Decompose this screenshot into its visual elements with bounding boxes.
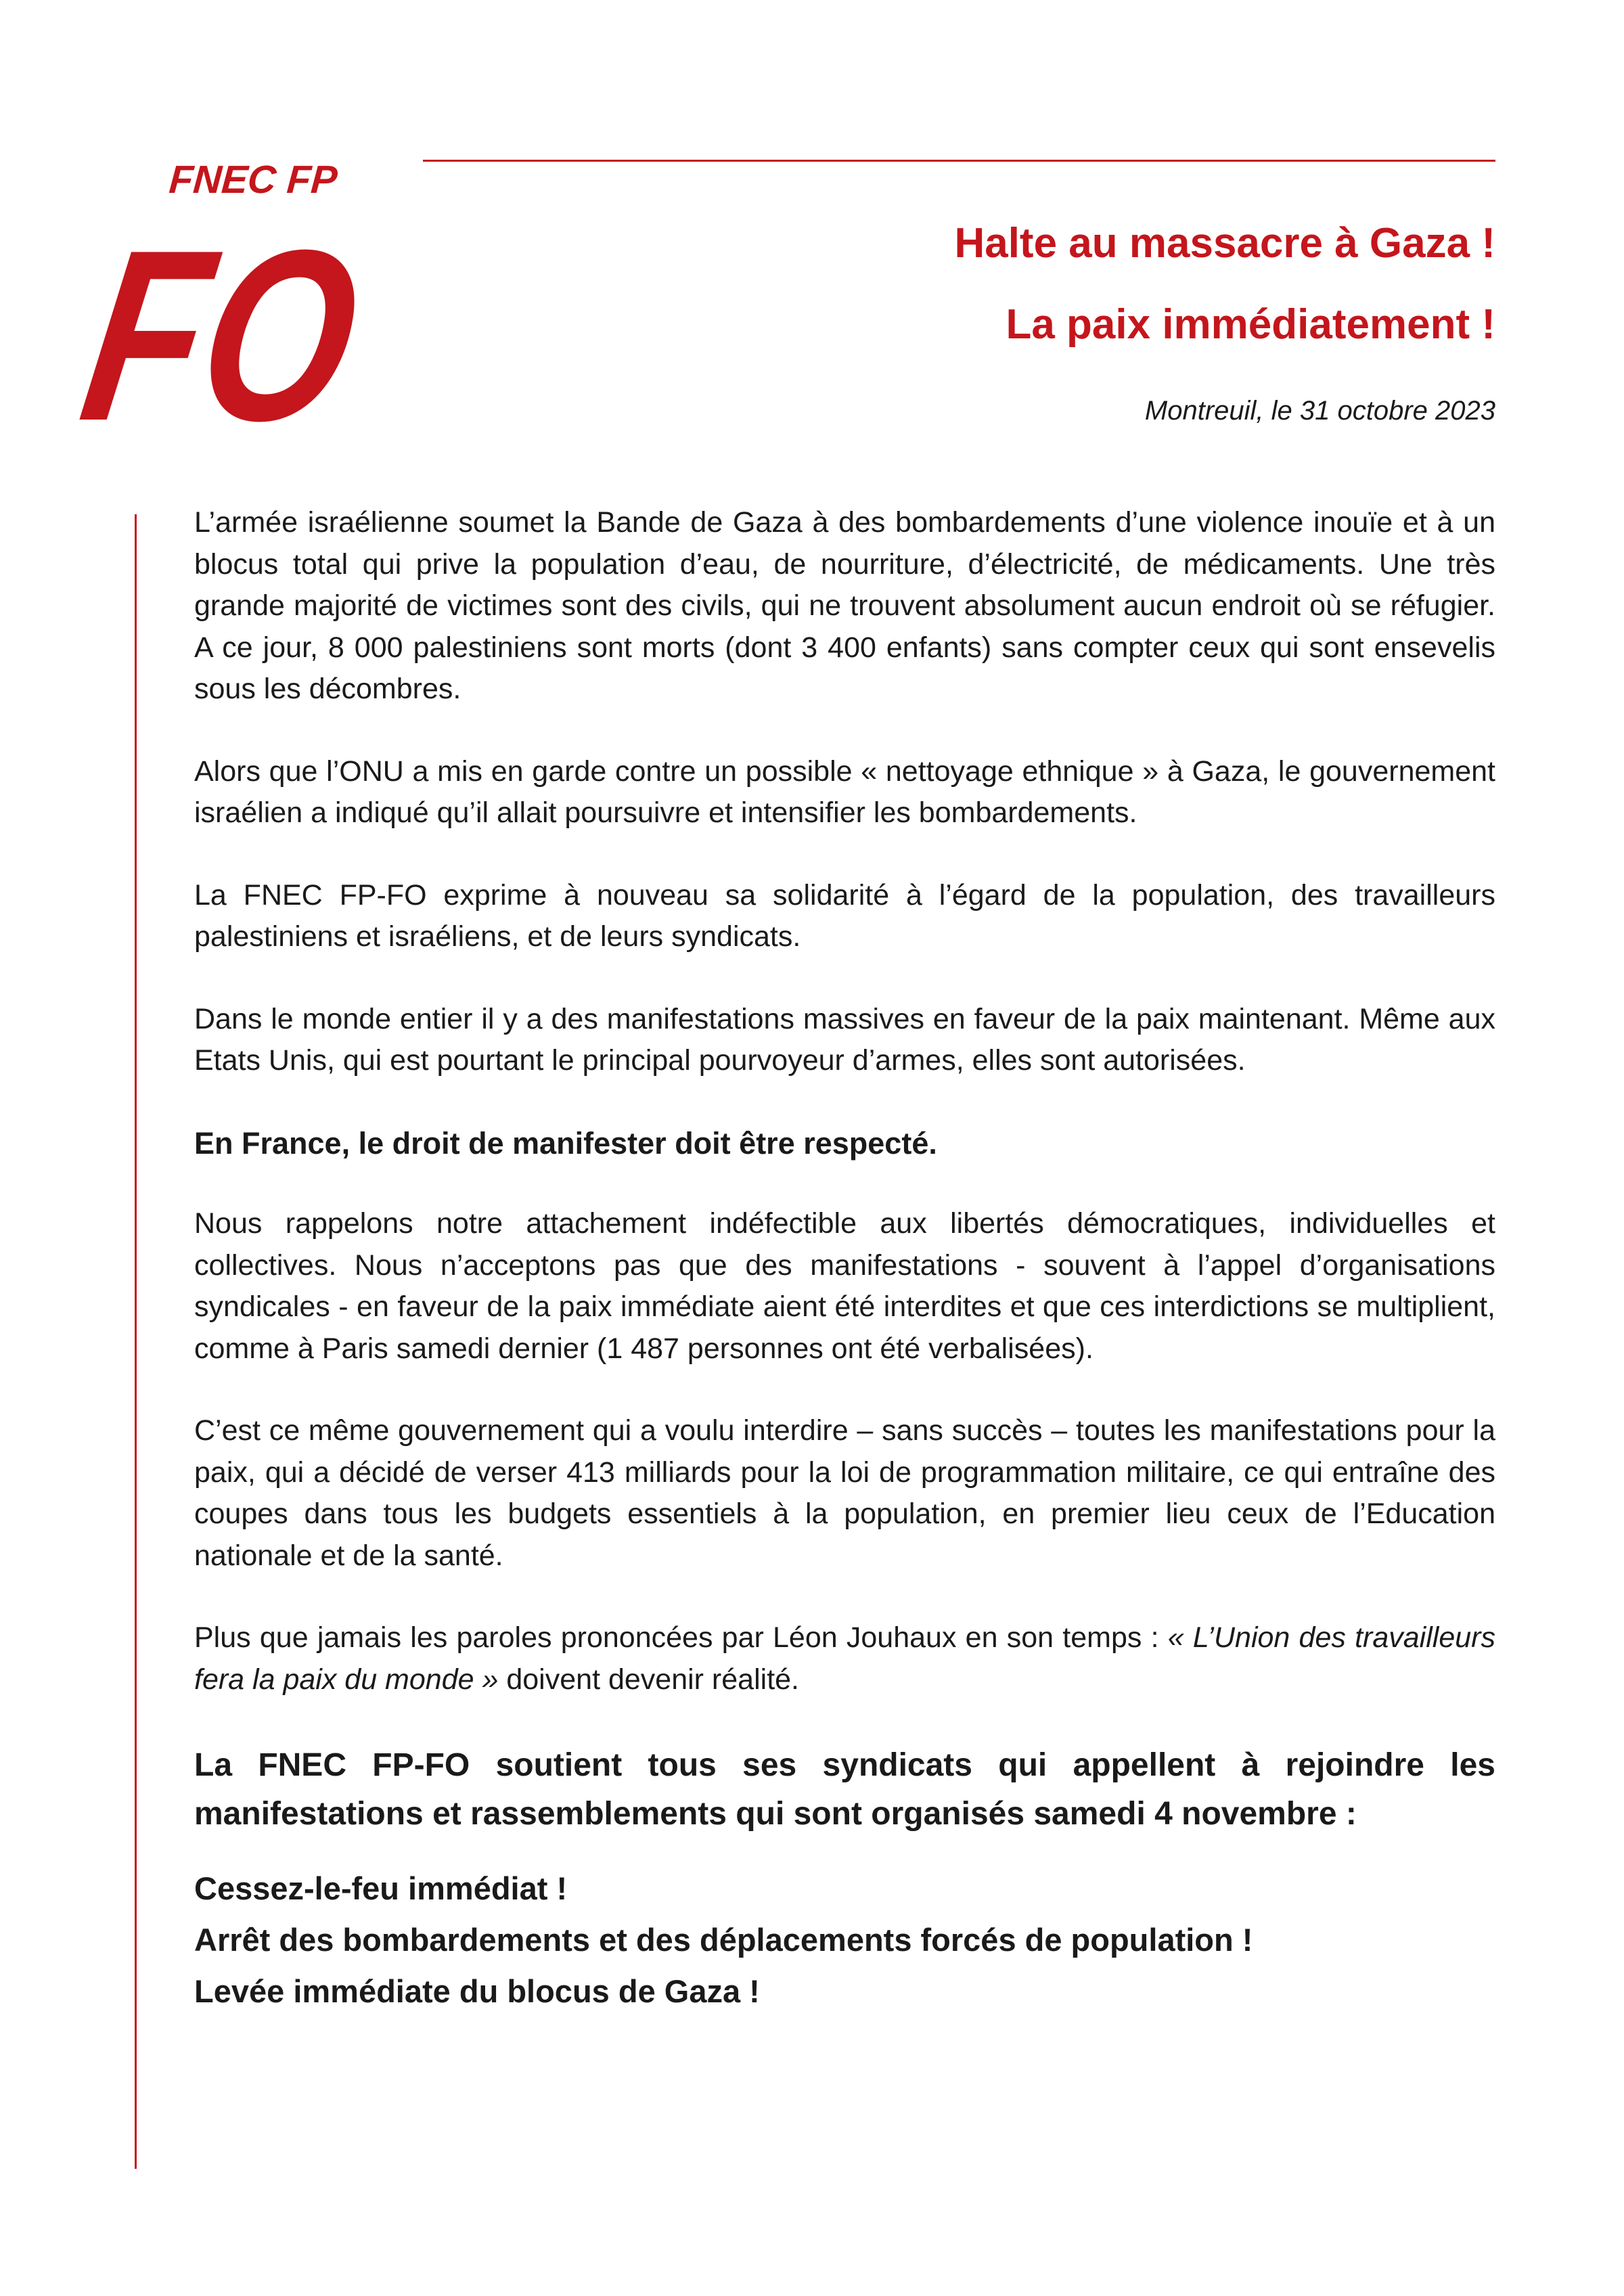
logo-main-text: FO <box>68 199 449 472</box>
slogan-3: Levée immédiate du blocus de Gaza ! <box>194 1973 760 2009</box>
paragraph-8-start: Plus que jamais les paroles prononcées par Léon Jouhaux en son temps : <box>194 1621 1168 1654</box>
paragraph-4: Dans le monde entier il y a des manifestations massives en faveur de la paix maintenant. Même aux Etats Unis, qui est pourtant le principal pourvoyeur d’armes, elles sont autorisées. <box>194 1002 1495 1077</box>
title-line-1: Halte au massacre à Gaza ! <box>954 220 1495 267</box>
jouhaux-quote: « L’Union des travailleurs fera la paix du monde » <box>194 1621 1495 1696</box>
dateline: Montreuil, le 31 octobre 2023 <box>1144 396 1495 426</box>
slogan-2: Arrêt des bombardements et des déplacements forcés de population ! <box>194 1922 1253 1958</box>
paragraph-8-end: doivent devenir réalité. <box>498 1663 799 1696</box>
document-body <box>194 502 1495 2017</box>
paragraph-1: L’armée israélienne soumet la Bande de Gaza à des bombardements d’une violence inouïe et à un blocus total qui prive la population d’eau, de nourriture, d’électricité, de médicaments. Une très grande majorité de victimes sont des civils, qui ne trouvent absolument aucun endroit où se réfugier. A ce jour, 8 000 palestiniens sont morts (dont 3 400 enfants) sans compter ceux qui sont ensevelis sous les décombres. <box>194 506 1495 705</box>
paragraph-6: Nous rappelons notre attachement indéfectible aux libertés démocratiques, individuelles et collectives. Nous n’acceptons pas que des manifestations - souvent à l’appel d’organisations syndicales - en faveur de la paix immédiate aient été interdites et que ces interdictions se multiplient, comme à Paris samedi dernier (1 487 personnes ont été verbalisées). <box>194 1207 1495 1365</box>
paragraph-8 <box>194 1617 1495 1701</box>
margin-rule <box>135 514 137 2169</box>
paragraph-5-bold: En France, le droit de manifester doit être respecté. <box>194 1125 937 1161</box>
paragraph-7: C’est ce même gouvernement qui a voulu interdire – sans succès – toutes les manifestations pour la paix, qui a décidé de verser 413 milliards pour la loi de programmation militaire, ce qui entraîne des coupes dans tous les budgets essentiels à la population, en premier lieu ceux de l’Education nationale et de la santé. <box>194 1414 1495 1572</box>
slogans <box>194 1863 1495 2017</box>
paragraph-3: La FNEC FP-FO exprime à nouveau sa solidarité à l’égard de la population, des travailleurs palestiniens et israéliens, et de leurs syndicats. <box>194 878 1495 953</box>
call-to-action: La FNEC FP-FO soutient tous ses syndicats qui appellent à rejoindre les manifestations et rassemblements qui sont organisés samedi 4 novembre : <box>194 1747 1495 1832</box>
logo-top-text: FNEC FP <box>167 158 339 202</box>
paragraph-2: Alors que l’ONU a mis en garde contre un possible « nettoyage ethnique » à Gaza, le gouvernement israélien a indiqué qu’il allait poursuivre et intensifier les bombardements. <box>194 755 1495 829</box>
fnec-fp-fo-logo <box>68 152 449 472</box>
slogan-1: Cessez-le-feu immédiat ! <box>194 1870 568 1906</box>
header-rule <box>423 160 1495 162</box>
document-title <box>954 203 1495 365</box>
title-line-2: La paix immédiatement ! <box>1006 301 1495 348</box>
